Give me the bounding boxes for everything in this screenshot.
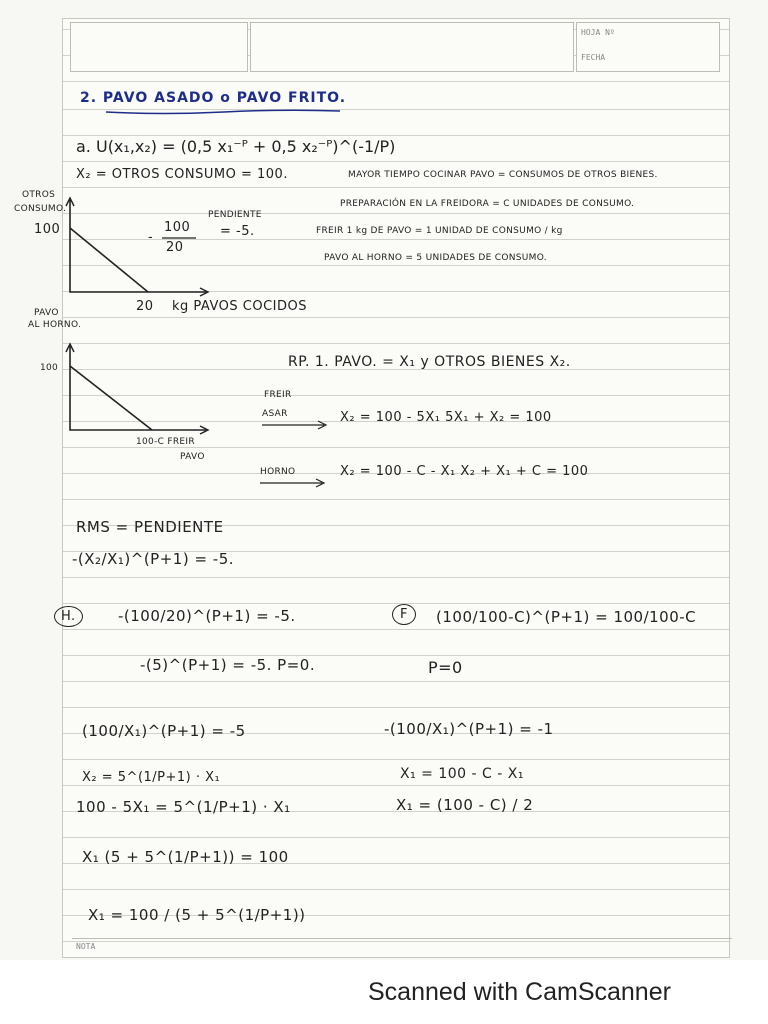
left-h-label: H.	[54, 606, 83, 627]
rms-line1: RMS = PENDIENTE	[76, 518, 224, 536]
hoja-label: HOJA Nº	[581, 28, 615, 37]
rp-freir-label: FREIR	[264, 390, 292, 400]
graph2-y-label-1: PAVO	[34, 308, 59, 318]
rms-line2: -(X₂/X₁)^(P+1) = -5.	[72, 550, 235, 568]
graph1-x-tick: 20	[136, 299, 154, 314]
graph2-y-tick: 100	[40, 363, 59, 373]
graph1-y-tick: 100	[34, 222, 61, 237]
notebook-sheet	[62, 18, 730, 958]
graph1-y-label-1: OTROS	[22, 190, 56, 200]
left-eq4: X₂ = 5^(1/P+1) · X₁	[82, 770, 221, 785]
rp-asar-label: ASAR	[262, 409, 288, 419]
rp-horno-label: HORNO	[260, 467, 296, 477]
title-underline	[104, 108, 344, 116]
graph1-y-label-2: CONSUMO.	[14, 204, 67, 214]
problem-title: 2. PAVO ASADO o PAVO FRITO.	[80, 90, 347, 106]
header-box-middle	[250, 22, 574, 72]
utility-function: a. U(x₁,x₂) = (0,5 x₁⁻ᴾ + 0,5 x₂⁻ᴾ)^(-1/P)	[76, 137, 396, 156]
right-eq5: X₁ = (100 - C) / 2	[396, 796, 534, 814]
graph1-pendiente-value: = -5.	[220, 224, 255, 239]
header-box-left	[70, 22, 248, 72]
left-eq2: -(5)^(P+1) = -5. P=0.	[140, 656, 316, 674]
rp-freir-arrow	[260, 420, 330, 430]
graph2-y-label-2: AL HORNO.	[28, 320, 82, 330]
note-mayor-tiempo: MAYOR TIEMPO COCINAR PAVO = CONSUMOS DE OTROS BIENES.	[348, 170, 658, 180]
note-pavo-horno: PAVO AL HORNO = 5 UNIDADES DE CONSUMO.	[324, 253, 547, 263]
graph1-slope-num: 100	[164, 220, 191, 235]
nota-box	[72, 938, 732, 957]
graph1-slope-den: 20	[166, 240, 184, 255]
rp-text: RP. 1. PAVO. = X₁ y OTROS BIENES X₂.	[288, 354, 571, 370]
rp-horno-eq: X₂ = 100 - C - X₁ X₂ + X₁ + C = 100	[340, 464, 589, 479]
note-preparacion: PREPARACIÓN EN LA FREIDORA = C UNIDADES DE CONSUMO.	[340, 199, 635, 209]
graph1-pendiente-label: PENDIENTE	[208, 210, 262, 220]
right-eq4: X₁ = 100 - C - X₁	[400, 766, 524, 782]
left-eq5: 100 - 5X₁ = 5^(1/P+1) · X₁	[76, 798, 291, 816]
fecha-label: FECHA	[581, 53, 606, 62]
graph1-slope-minus: -	[148, 230, 154, 245]
left-eq6: X₁ (5 + 5^(1/P+1)) = 100	[82, 848, 289, 866]
nota-label: NOTA	[76, 942, 96, 951]
graph2-x-label-1: 100-C FREIR	[136, 437, 195, 447]
graph2-axes	[60, 340, 210, 436]
rp-horno-arrow	[258, 478, 328, 488]
right-eq1: (100/100-C)^(P+1) = 100/100-C	[436, 608, 697, 626]
left-eq3: (100/X₁)^(P+1) = -5	[82, 722, 246, 740]
graph1-axes	[60, 196, 210, 300]
graph2-x-label-2: PAVO	[180, 452, 205, 462]
graph1-x-label: kg PAVOS COCIDOS	[172, 299, 307, 314]
note-x2-def: X₂ = OTROS CONSUMO = 100.	[76, 167, 288, 182]
left-eq1: -(100/20)^(P+1) = -5.	[118, 607, 296, 625]
left-eq7: X₁ = 100 / (5 + 5^(1/P+1))	[88, 906, 306, 924]
camscanner-footer: Scanned with CamScanner	[368, 978, 671, 1006]
right-eq2: P=0	[428, 658, 463, 677]
right-f-label: F	[392, 604, 416, 625]
note-freir: FREIR 1 kg DE PAVO = 1 UNIDAD DE CONSUMO / kg	[316, 226, 563, 236]
right-eq3: -(100/X₁)^(P+1) = -1	[384, 720, 554, 738]
rp-freir-eq: X₂ = 100 - 5X₁ 5X₁ + X₂ = 100	[340, 410, 552, 425]
